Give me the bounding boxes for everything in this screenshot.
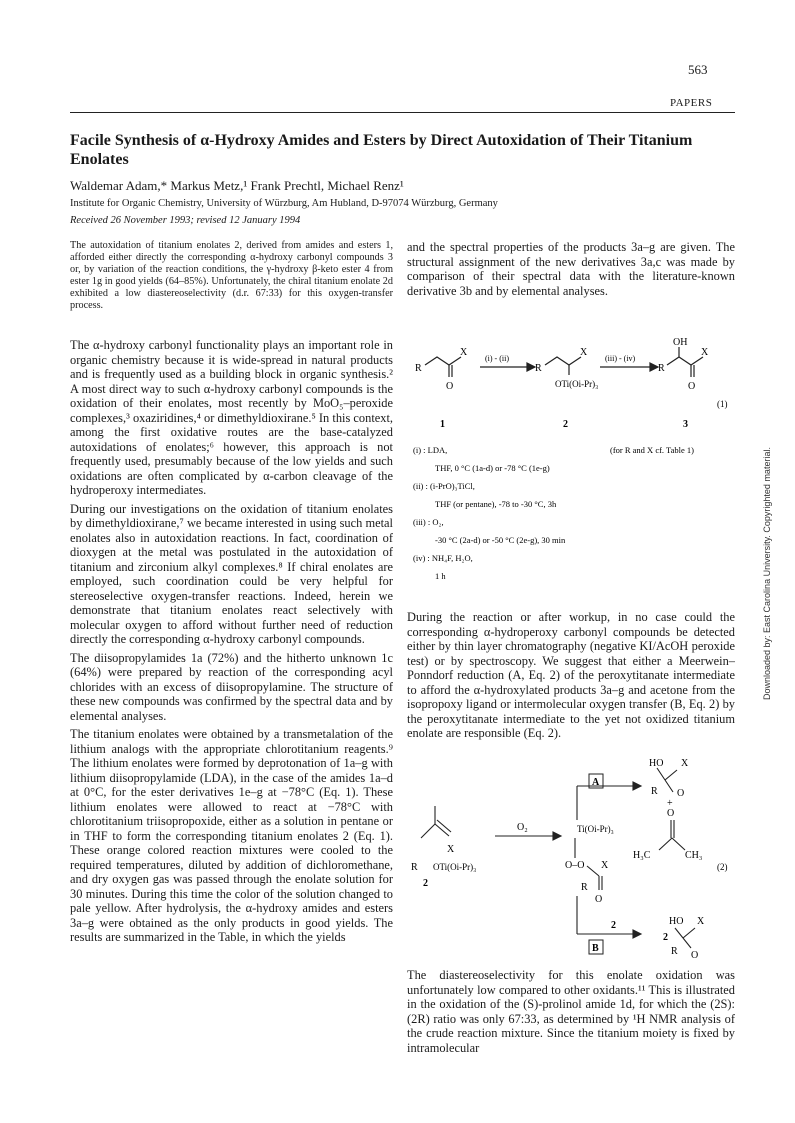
paragraph: The α-hydroxy carbonyl functionality plays an important role in organic chemistry because it is wide-spread in natural products and is frequently used as a building block in organic synthesis.² A most direct way to such α-hydroxy carbonyl compounds is the oxidation of their enolates, most recently by MoO₅–peroxide complexes,³ oxaziridines,⁴ or dimethyldioxirane.⁵ In this context, among the first oxidative routes are the base-catalyzed autoxidations of enolates;⁶ however, this approach is not frequently used, presumably because of the low yields and such oxidations are often complicated by α-carbon cleavage of the hydroperoxy intermediates. (70, 338, 393, 497)
label-o2: O₂ (517, 822, 528, 833)
paragraph: The diisopropylamides 1a (72%) and the hitherto unknown 1c (64%) were prepared by reaction of the corresponding acyl chlorides with an excess of diisopropylamine. The structure of these new compounds was confirmed by the spectral data and by elemental analyses. (70, 650, 393, 723)
label-otipr: OTi(Oi-Pr)₃ (555, 379, 599, 389)
label-x: X (580, 347, 588, 358)
compound-number: 2 (563, 419, 568, 430)
compound-number: 1 (440, 419, 445, 430)
condition: (iv) : NH₄F, H₂O, (413, 553, 473, 563)
received-date: Received 26 November 1993; revised 12 January 1994 (70, 215, 301, 226)
affiliation: Institute for Organic Chemistry, University of Würzburg, Am Hubland, D-97074 Würzburg, Germany (70, 198, 498, 209)
label-o: O (691, 950, 699, 961)
label-r: R (415, 363, 422, 374)
label-o: O (595, 894, 603, 905)
paragraph: During the reaction or after workup, in no case could the corresponding α-hydroperoxy carbonyl compounds be detected either by thin layer chromatography (negative KI/AcOH peroxide test) or by spectroscopy. We suggest that either a Meerwein–Ponndorf reduction (A, Eq. 2) of the peroxytitanate intermediate to afford the α-hydroxylated products 3a–g and acetone from the isopropoxy ligand or intermolecular oxygen transfer (B, Eq. 2) by the peroxytitanate intermediate to the yet not oxidized titanium enolate are responsible (Eq. 2). (407, 610, 735, 740)
label-r: R (581, 882, 588, 893)
condition: (i) : LDA, (413, 445, 448, 455)
label-oh: OH (673, 337, 688, 348)
condition: THF, 0 °C (1a-d) or -78 °C (1e-g) (435, 463, 550, 473)
condition: THF (or pentane), -78 to -30 °C, 3h (435, 499, 557, 509)
label-oo: O–O (565, 860, 585, 871)
label-ho: HO (649, 758, 664, 769)
label-o: O (446, 381, 454, 392)
bond (425, 357, 461, 365)
path-label-a: A (592, 777, 600, 788)
label-r: R (411, 862, 418, 873)
paragraph: and the spectral properties of the products 3a–g are given. The structural assignment of the new derivatives 3a,c was made by comparison of their spectral data with the literature-known derivative 3b and by elemental analyses. (407, 240, 735, 298)
label-o: O (677, 788, 685, 799)
plus-sign: + (667, 798, 673, 809)
label-r: R (535, 363, 542, 374)
label-o: O (688, 381, 696, 392)
equation-number: (1) (717, 399, 728, 409)
article-title: Facile Synthesis of α-Hydroxy Amides and Esters by Direct Autoxidation of Their Titanium Enolates (70, 132, 693, 168)
condition: (iii) : O₂, (413, 517, 444, 527)
condition: 1 h (435, 571, 446, 581)
compound-number: 3 (683, 419, 688, 430)
label-r: R (658, 363, 665, 374)
authors: Waldemar Adam,* Markus Metz,¹ Frank Prechtl, Michael Renz¹ (70, 178, 404, 193)
label-h3c: H₃C (633, 850, 651, 861)
label-x: X (697, 916, 705, 927)
label-r: R (651, 786, 658, 797)
page-number: 563 (688, 62, 708, 77)
paragraph: During our investigations on the oxidation of titanium enolates by dimethyldioxirane,⁷ we became interested in using such metal enolates also in autoxidation reactions. In fact, coordination of dioxygen at the metal was postulated in the autoxidation of titanium and zirconium alkyl complexes.⁸ If chiral enolates are employed, such coordination could be very helpful for stereoselective oxygen-transfer reactions. Indeed, herein we demonstrate that titanium enolates react selectively with molecular oxygen to afford without further need of reduction directly the corresponding α-hydroxy carbonyl compounds. (70, 501, 393, 646)
right-column-bottom (407, 968, 735, 1059)
scheme-2 (405, 758, 740, 963)
equation-number: (2) (717, 862, 728, 872)
step-i-ii: (i) - (ii) (485, 354, 509, 363)
download-sidebar (756, 310, 776, 710)
compound-number: 2 (663, 932, 668, 943)
download-notice: Downloaded by: East Carolina University. Copyrighted material. (762, 447, 772, 700)
condition: (ii) : (i-PrO)₃TiCl, (413, 481, 475, 491)
path-label-b: B (592, 943, 599, 954)
label-ho: HO (669, 916, 684, 927)
paragraph: The titanium enolates were obtained by a transmetalation of the lithium analogs with the appropriate chlorotitanium reagents.⁹ The lithium enolates were formed by deprotonation of 1a–g with lithium diisopropylamide (LDA), in the case of the amides 1a–d at 0°C, for the ester derivatives 1e–g at −78°C (Eq. 1). These lithium enolates were allowed to react at −78°C with chlorotitanium triisopropoxide, either as a solution in pentane or in THF to form the corresponding titanium enolates 2 (Eq. 1). These orange colored reaction mixtures were cooled to the required temperatures, diluted by addition of dichloromethane, and dry oxygen gas was passed through the enolate solution for 30 minutes. During this time the color of the solution changed to pale yellow. After hydrolysis, the α-hydroxy amides and esters 3a–g were obtained as the only products in good yields. The results are summarized in the Table, in which the yields (70, 727, 393, 944)
right-column-middle (407, 610, 735, 745)
compound-number: 2 (611, 920, 616, 931)
compound-number: 2 (423, 878, 428, 889)
section-label: PAPERS (670, 97, 713, 109)
label-x: X (447, 844, 455, 855)
condition-note: (for R and X cf. Table 1) (610, 445, 694, 455)
left-column (70, 338, 393, 949)
label-o: O (667, 808, 675, 819)
label-x: X (681, 758, 689, 769)
header-rule (70, 112, 735, 113)
label-r: R (671, 946, 678, 957)
condition: -30 °C (2a-d) or -50 °C (2e-g), 30 min (435, 535, 566, 545)
label-x: X (460, 347, 468, 358)
label-ch3: CH₃ (685, 850, 703, 861)
paragraph: The diastereoselectivity for this enolate oxidation was unfortunately low compared to other oxidants.¹¹ This is illustrated in the oxidation of the (S)-prolinol amide 1d, for which the (2S):(2R) ratio was only 67:33, as determined by ¹H NMR analysis of the crude reaction mixture. Since the titanium moiety is fixed by intramolecular (407, 968, 735, 1055)
label-x: X (701, 347, 709, 358)
abstract: The autoxidation of titanium enolates 2, derived from amides and esters 1, afforded either directly the corresponding α-hydroxy carbonyl compounds 3 or, by variation of the reaction conditions, the γ-hydroxy β-keto ester 4 from ester 1g in good yields (64–85%). Unfortunately, the chiral titanium enolate 2d exhibited a low diastereoselectivity (d.r. 67:33) for this oxygen-transfer process. (70, 240, 393, 311)
scheme-1 (405, 335, 740, 605)
label-x: X (601, 860, 609, 871)
label-otipr: OTi(Oi-Pr)₃ (433, 862, 477, 872)
step-iii-iv: (iii) - (iv) (605, 354, 636, 363)
label-tioipr: Ti(Oi-Pr)₃ (577, 824, 614, 834)
right-column-top (407, 240, 735, 302)
